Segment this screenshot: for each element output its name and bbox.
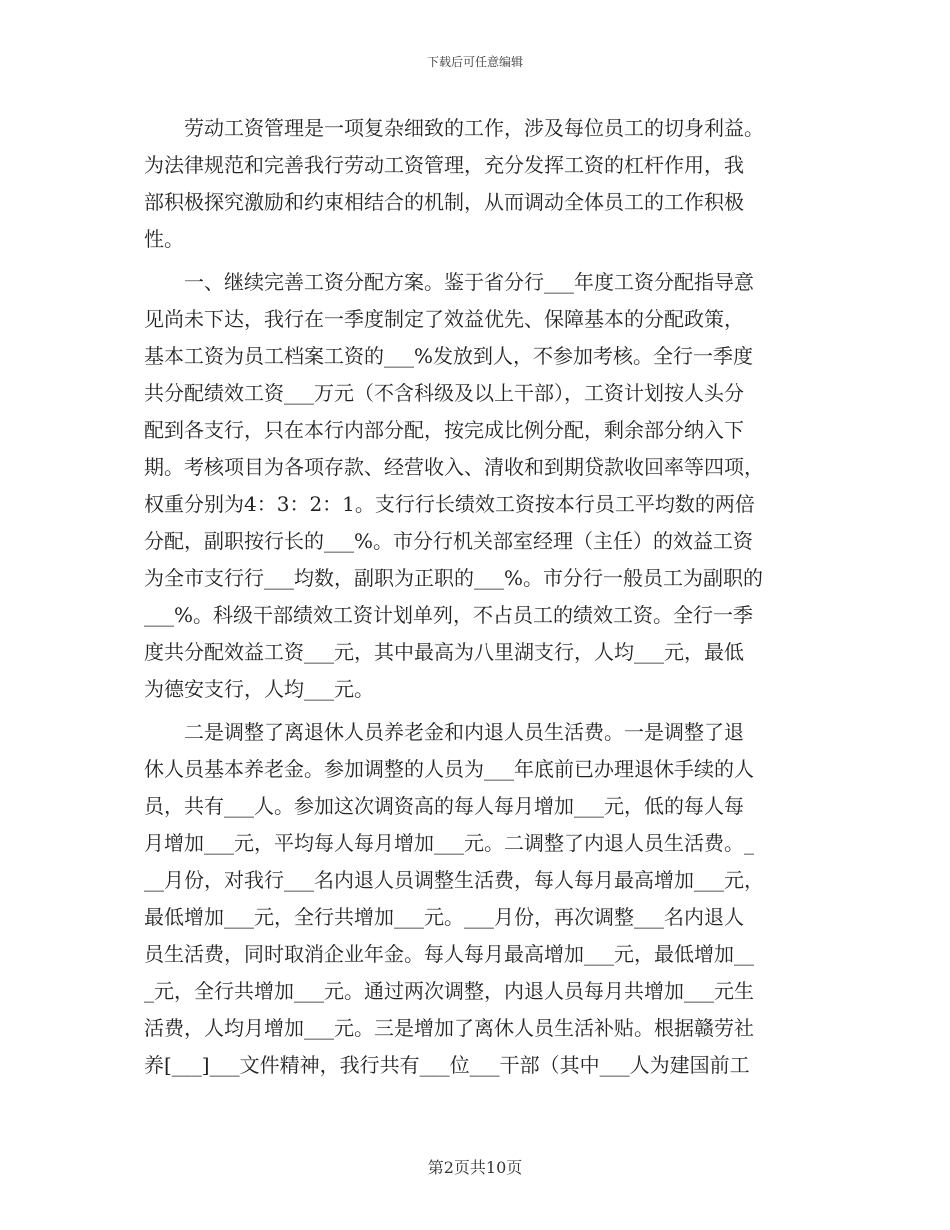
text-line: 期。考核项目为各项存款、经营收入、清收和到期贷款收回率等四项， — [144, 455, 764, 479]
paragraph-pension-adjustment — [144, 714, 806, 1084]
text-line: 性。 — [144, 227, 184, 251]
text-line: 活费，人均月增加___元。三是增加了离休人员生活补贴。根据赣劳社 — [144, 1016, 754, 1040]
text-line: 部积极探究激励和约束相结合的机制，从而调动全体员工的工作积极 — [144, 190, 744, 214]
text-line: ___%。科级干部绩效工资计划单列，不占员工的绩效工资。全行一季 — [144, 603, 754, 627]
text-line: 员，共有___人。参加这次调资高的每人每月增加___元，低的每人每 — [144, 794, 744, 818]
text-line: _元，全行共增加___元。通过两次调整，内退人员每月共增加___元生 — [144, 979, 754, 1003]
paragraph-intro — [144, 110, 806, 258]
text-line: 一、继续完善工资分配方案。鉴于省分行___年度工资分配指导意 — [144, 270, 754, 294]
text-line: 度共分配效益工资___元，其中最高为八里湖支行，人均___元，最低 — [144, 640, 744, 664]
text-line: 权重分别为4：3：2：1。支行行长绩效工资按本行员工平均数的两倍 — [144, 492, 755, 516]
text-line: 为德安支行，人均___元。 — [144, 677, 374, 701]
text-line: 分配，副职按行长的___%。市分行机关部室经理（主任）的效益工资 — [144, 529, 754, 553]
paragraph-wage-plan — [144, 264, 806, 708]
text-line: 见尚未下达，我行在一季度制定了效益优先、保障基本的分配政策， — [144, 307, 744, 331]
text-line: 共分配绩效工资___万元（不含科级及以上干部），工资计划按人头分 — [144, 381, 744, 405]
document-body — [144, 110, 806, 1084]
text-line: 为全市支行行___均数，副职为正职的___%。市分行一般员工为副职的 — [144, 566, 764, 590]
text-line: 基本工资为员工档案工资的___%发放到人，不参加考核。全行一季度 — [144, 344, 754, 368]
text-line: 为法律规范和完善我行劳动工资管理，充分发挥工资的杠杆作用，我 — [144, 153, 744, 177]
text-line: 最低增加___元，全行共增加___元。___月份，再次调整___名内退人 — [144, 905, 744, 929]
text-line: 配到各支行，只在本行内部分配，按完成比例分配，剩余部分纳入下 — [144, 418, 744, 442]
text-line: 休人员基本养老金。参加调整的人员为___年底前已办理退休手续的人 — [144, 757, 754, 781]
text-line: 劳动工资管理是一项复杂细致的工作，涉及每位员工的切身利益。 — [144, 116, 764, 140]
text-line: 二是调整了离退休人员养老金和内退人员生活费。一是调整了退 — [144, 720, 744, 744]
text-line: 月增加___元，平均每人每月增加___元。二调整了内退人员生活费。_ — [144, 831, 754, 855]
page-footer: 第2页共10页 — [427, 1158, 523, 1177]
text-line: 养[___]___文件精神，我行共有___位___干部（其中___人为建国前工 — [144, 1053, 750, 1077]
page-header: 下载后可任意编辑 — [426, 55, 523, 69]
text-line: 员生活费，同时取消企业年金。每人每月最高增加___元，最低增加__ — [144, 942, 754, 966]
text-line: __月份，对我行___名内退人员调整生活费，每人每月最高增加___元， — [144, 868, 764, 892]
